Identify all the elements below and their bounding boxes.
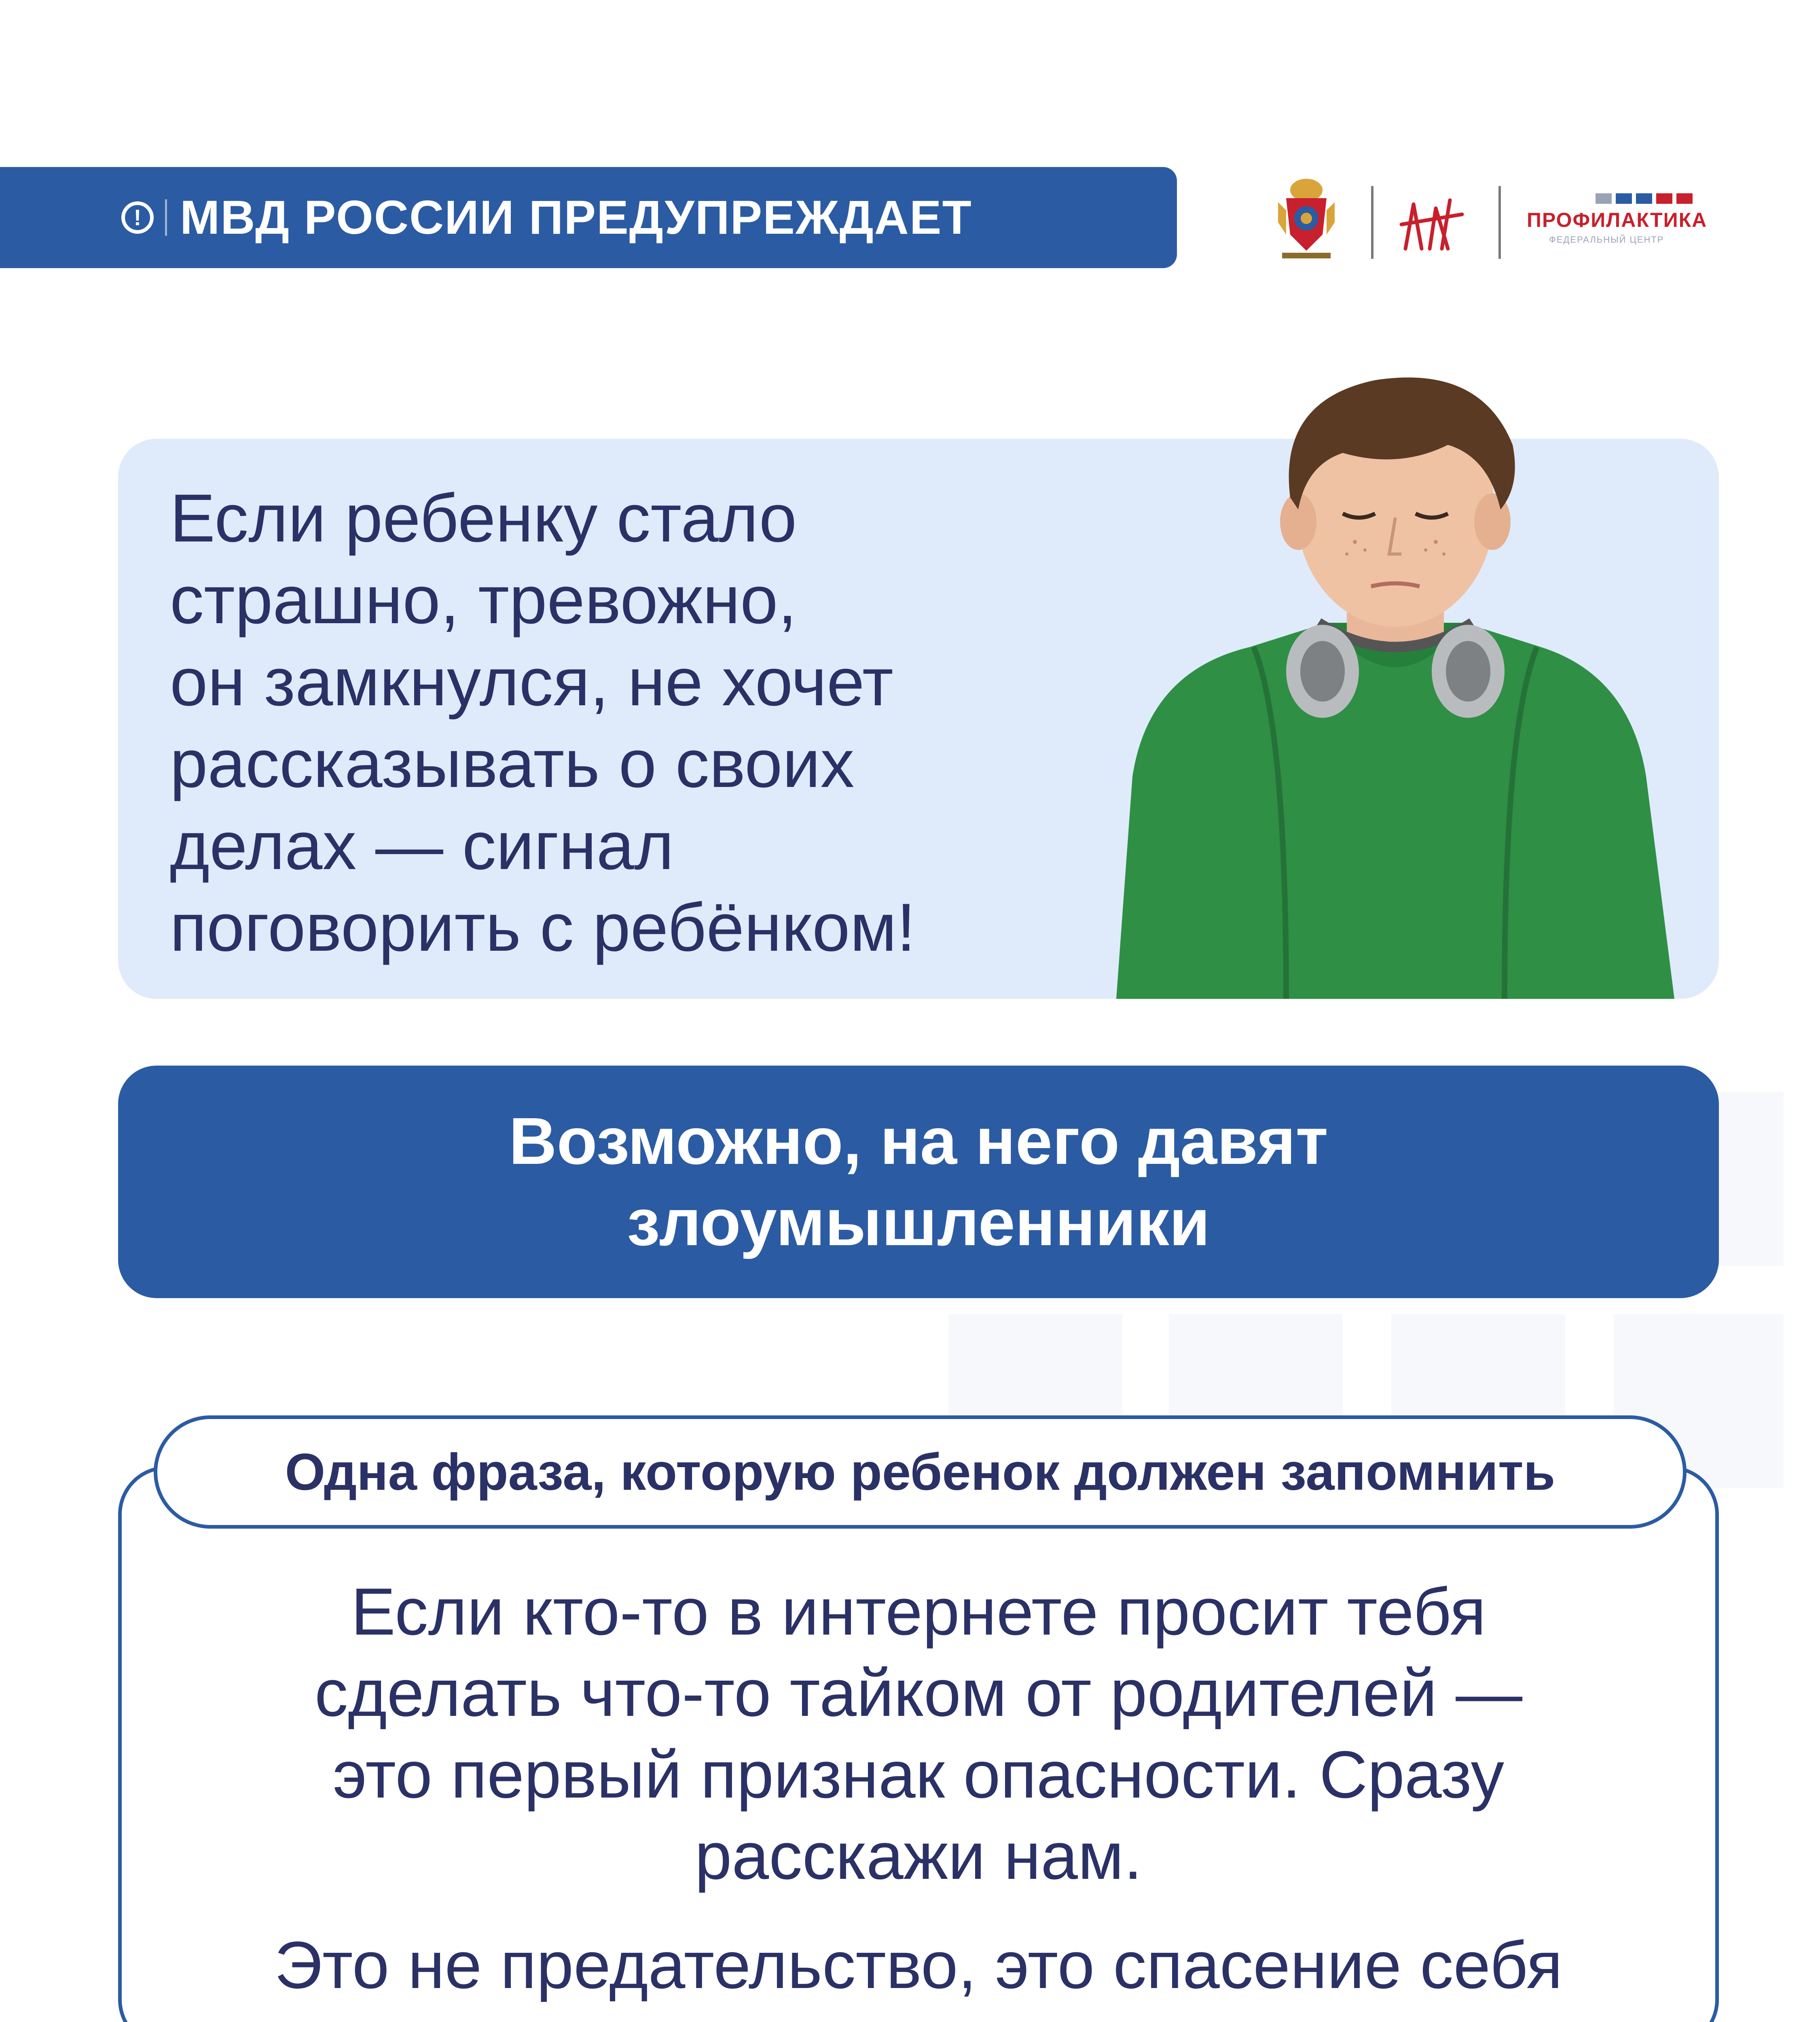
- profilaktika-logo-subtext: ФЕДЕРАЛЬНЫЙ ЦЕНТР: [1549, 235, 1664, 245]
- phrase-closing: Это не предательство, это спасение себя: [274, 1928, 1563, 2002]
- boy-with-headphones-illustration: [1116, 364, 1674, 999]
- alert-card: [118, 1066, 1719, 1298]
- warning-line: он замкнулся, не хочет: [170, 643, 893, 720]
- alert-line: Возможно, на него давят: [509, 1104, 1328, 1178]
- logo-divider: [1371, 186, 1373, 259]
- warning-line: Если ребенку стало: [170, 480, 797, 556]
- phrase-line: расскажи нам.: [694, 1818, 1143, 1893]
- alert-line: злоумышленники: [627, 1185, 1210, 1259]
- banner-divider: [165, 199, 167, 236]
- logo-divider: [1498, 186, 1501, 259]
- warning-line: делах — сигнал: [170, 807, 674, 884]
- partner-logo-icon: [1397, 192, 1466, 253]
- warning-line: страшно, тревожно,: [170, 562, 797, 638]
- logos: [1274, 170, 1723, 267]
- profilaktika-logo-text: ПРОФИЛАКТИКА: [1527, 209, 1708, 231]
- header-banner: [0, 167, 1177, 268]
- phrase-line: Если кто-то в интернете просит тебя: [351, 1574, 1486, 1649]
- warning-line: рассказывать о своих: [170, 725, 855, 802]
- phrase-line: это первый признак опасности. Сразу: [332, 1737, 1505, 1812]
- phrase-text: [118, 1571, 1719, 1897]
- page-title: МВД РОССИИ ПРЕДУПРЕЖДАЕТ: [180, 191, 972, 244]
- warning-line: поговорить с ребёнком!: [170, 889, 916, 966]
- mvd-emblem-icon: [1274, 174, 1339, 263]
- alert-icon: !: [121, 201, 154, 234]
- phrase-line: сделать что-то тайком от родителей —: [314, 1656, 1523, 1730]
- warning-text: [170, 477, 1141, 969]
- phrase-card-label: [154, 1415, 1687, 1529]
- phrase-label-text: Одна фраза, которую ребенок должен запомнить: [285, 1443, 1555, 1501]
